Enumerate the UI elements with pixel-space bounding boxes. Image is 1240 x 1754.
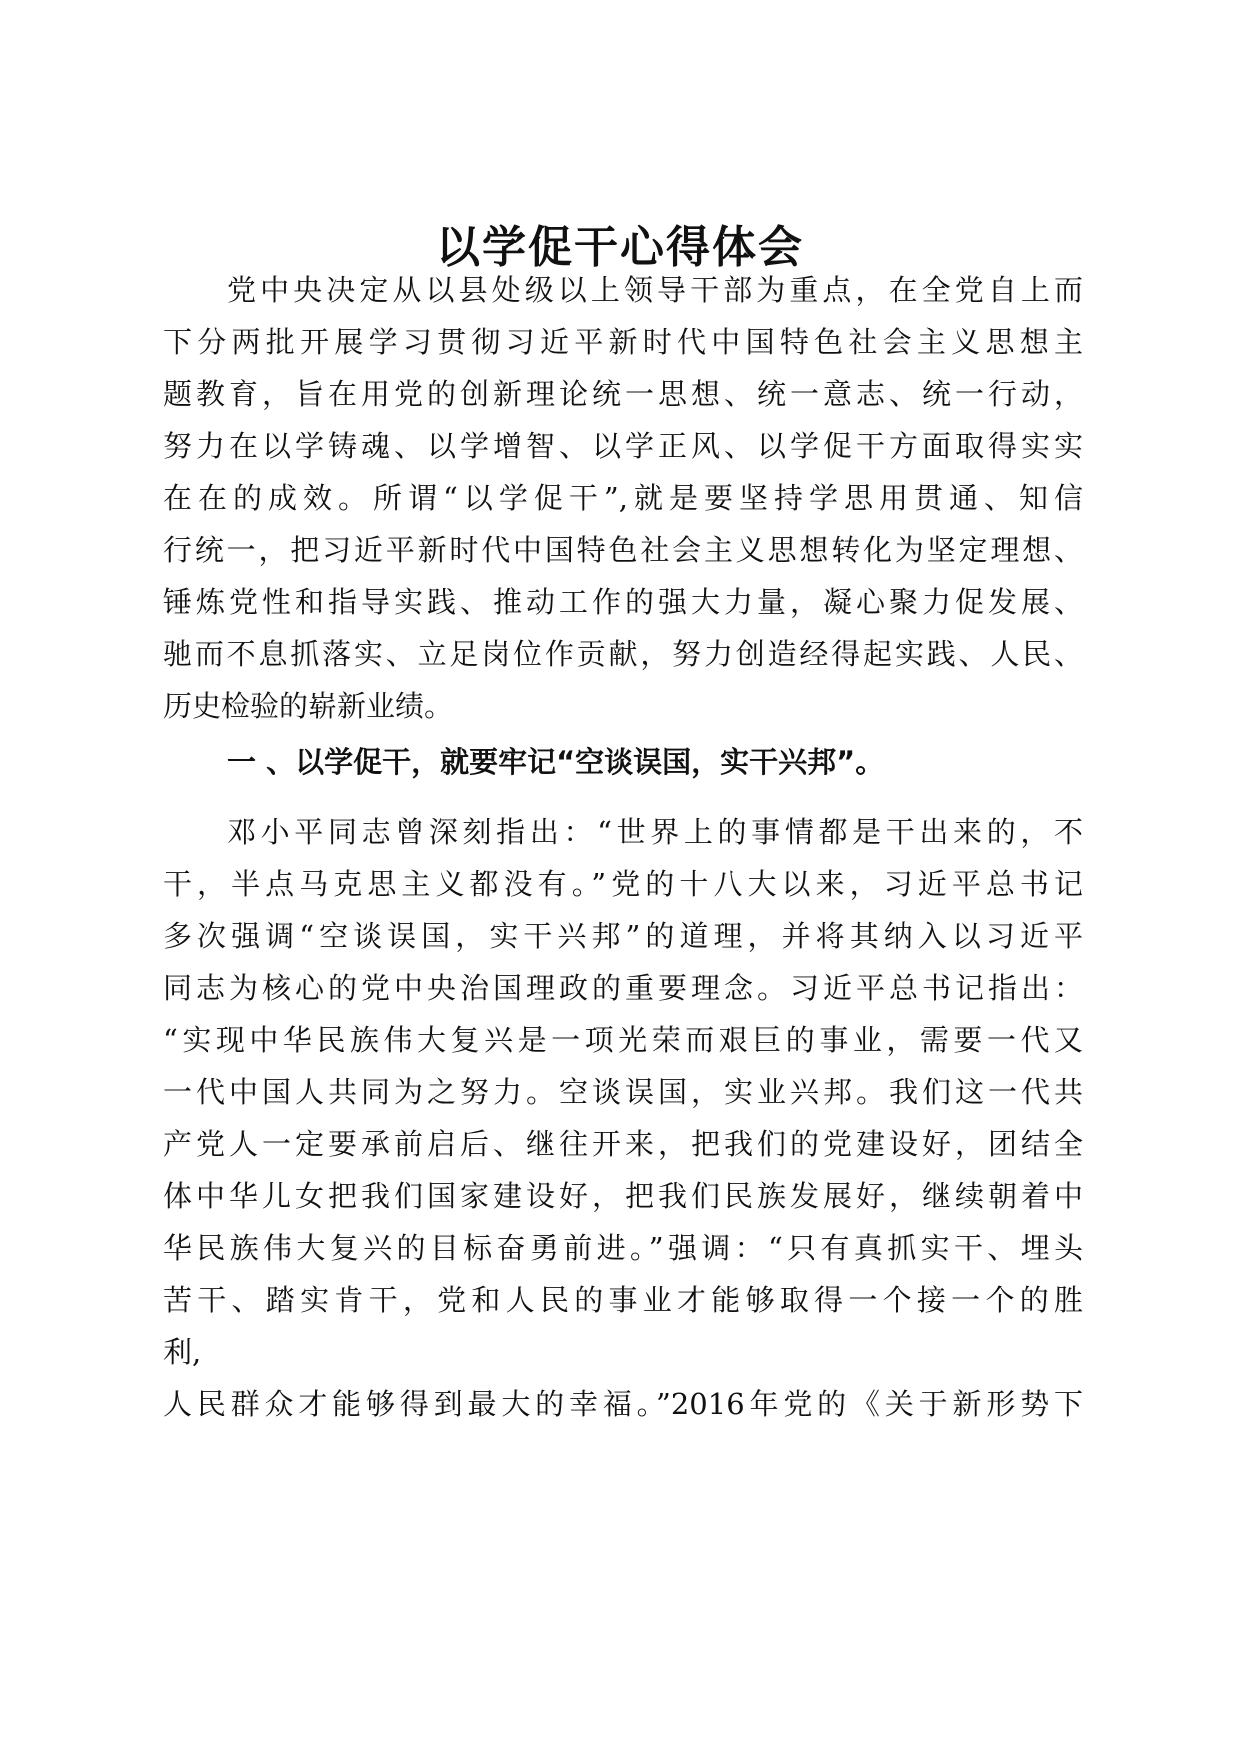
text-line: 苦干、踏实肯干，党和人民的事业才能够取得一个接一个的胜 xyxy=(163,1283,1083,1317)
text-line: 产党人一定要承前启后、继往开来，把我们的党建设好，团结全 xyxy=(163,1127,1083,1161)
text-line: 华民族伟大复兴的目标奋勇前进。”强调：“只有真抓实干、埋头 xyxy=(163,1231,1083,1265)
text-line: 多次强调“空谈误国，实干兴邦”的道理，并将其纳入以习近平 xyxy=(163,919,1083,953)
text-line: 锤炼党性和指导实践、推动工作的强大力量，凝心聚力促发展、 xyxy=(163,585,1083,619)
document-title: 以学促干心得体会 xyxy=(436,222,804,273)
text-line: 同志为核心的党中央治国理政的重要理念。习近平总书记指出： xyxy=(163,971,1083,1005)
text-line: 党中央决定从以县处级以上领导干部为重点，在全党自上而 xyxy=(227,273,1083,307)
text-line: 邓小平同志曾深刻指出：“世界上的事情都是干出来的，不 xyxy=(227,815,1083,849)
text-line: 题教育，旨在用党的创新理论统一思想、统一意志、统一行动， xyxy=(163,377,1083,411)
text-line: 行统一，把习近平新时代中国特色社会主义思想转化为坚定理想、 xyxy=(163,533,1083,567)
text-line: 努力在以学铸魂、以学增智、以学正风、以学促干方面取得实实 xyxy=(163,429,1083,463)
text-line: 利, xyxy=(163,1335,202,1369)
text-line: 在在的成效。所谓“以学促干”,就是要坚持学思用贯通、知信 xyxy=(163,481,1083,515)
text-line: 体中华儿女把我们国家建设好，把我们民族发展好，继续朝着中 xyxy=(163,1179,1083,1213)
section-heading: 一 、以学促干，就要牢记“空谈误国，实干兴邦”。 xyxy=(227,745,885,779)
text-line: 历史检验的崭新业绩。 xyxy=(163,689,454,723)
paragraph-intro xyxy=(163,264,1083,732)
text-line: “实现中华民族伟大复兴是一项光荣而艰巨的事业，需要一代又 xyxy=(163,1023,1083,1057)
text-line: 驰而不息抓落实、立足岗位作贡献，努力创造经得起实践、人民、 xyxy=(163,637,1083,671)
text-line: 干，半点马克思主义都没有。”党的十八大以来，习近平总书记 xyxy=(163,867,1083,901)
text-line: 一代中国人共同为之努力。空谈误国，实业兴邦。我们这一代共 xyxy=(163,1075,1083,1109)
paragraph-section-one xyxy=(163,806,1083,1430)
text-line: 人民群众才能够得到最大的幸福。”2016年党的《关于新形势下 xyxy=(163,1387,1083,1421)
text-line: 下分两批开展学习贯彻习近平新时代中国特色社会主义思想主 xyxy=(163,325,1083,359)
